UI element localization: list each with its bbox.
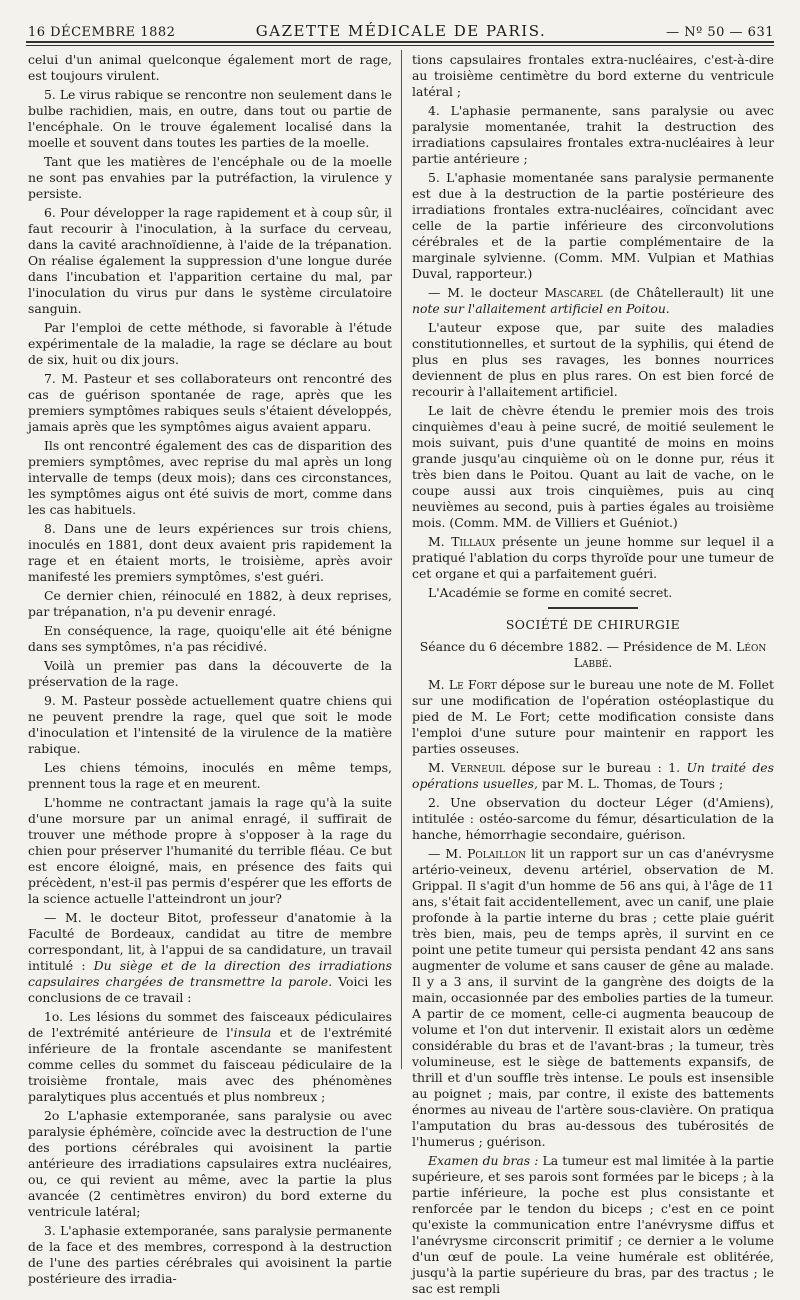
paragraph: 8. Dans une de leurs expériences sur trois chiens, inoculés en 1881, dont deux avaient pris rapidement la rage et en étaient morts, le troisième, après avoir manifesté les premiers symptômes, s'est guéri.: [28, 521, 392, 584]
work-title: note sur l'allaitement artificiel en Poitou.: [412, 301, 670, 316]
paragraph: 5. Le virus rabique se rencontre non seulement dans le bulbe rachidien, mais, en outre, dans tout ou partie de l'encéphale. On le trouve également localisé dans la moelle et souvent dans toutes les parties de la moelle.: [28, 87, 392, 150]
text-run: et de l'extrémité inférieure de la frontale ascendante se manifestent comme celles du sommet du faisceau pédiculaire de la troisième frontale, mais avec des phénomènes paralytiques plus accentués et plus nombreux ;: [28, 1025, 392, 1104]
text-run: Séance du 6 décembre 1882. — Présidence de M.: [419, 639, 737, 654]
work-title: Du siège et de la direction des irradiations capsulaires chargées de transmettre la parole.: [28, 958, 392, 989]
text-run: dépose sur le bureau une note de M. Follet sur une modification de l'opération ostéoplastique du pied de M. Le Fort; cette modification consiste dans l'emploi d'une suture pour maintenir en rapport les parties osseuses.: [412, 677, 774, 756]
paragraph: Ils ont rencontré également des cas de disparition des premiers symptômes, avec reprise du mal après un long intervalle de temps (deux mois); dans ces circonstances, les symptômes aigus ont été suivis de mort, comme dans les cas habituels.: [28, 438, 392, 517]
text-run: La tumeur est mal limitée à la partie supérieure, et ses parois sont formées par le biceps ; à la partie inférieure, la poche est plus consistante et renforcée par le tendon du biceps ; c'est en ce point qu'existe la communication entre l'anévrysme diffus et l'anévrysme circonscrit primitif ; ce dernier a le volume d'un œuf de poule. La veine humérale est oblitérée, jusqu'à la partie supérieure du bras, par des tractus ; le sac est rempli: [412, 1153, 774, 1296]
paragraph: celui d'un animal quelconque également mort de rage, est toujours virulent.: [28, 52, 392, 83]
subheading: Examen du bras :: [428, 1153, 539, 1168]
paragraph: 5. L'aphasie momentanée sans paralysie permanente est due à la destruction de la partie postérieure des irradiations frontales extra-nucléaires, coïncidant avec celle de la partie inférieure des circonvolutions cérébrales et de la partie complémentaire de la marginale sylvienne. (Comm. MM. Vulpian et Mathias Duval, rapporteur.): [412, 170, 774, 281]
paragraph: Les chiens témoins, inoculés en même temps, prennent tous la rage et en meurent.: [28, 760, 392, 791]
paragraph: 2. Une observation du docteur Léger (d'Amiens), intitulée : ostéo-sarcome du fémur, désarticulation de la hanche, hémorrhagie secondaire, guérison.: [412, 795, 774, 842]
text-run: — M.: [428, 846, 468, 861]
page-header: [28, 14, 774, 40]
text-run: (de Châtellerault) lit une: [602, 285, 774, 300]
paragraph: Voilà un premier pas dans la découverte de la préservation de la rage.: [28, 658, 392, 689]
work-title: Un traité des opérations usuelles,: [412, 760, 774, 791]
author-name: Verneuil: [451, 760, 505, 775]
left-column: [28, 52, 392, 1290]
paragraph: [412, 846, 774, 1150]
text-run: dépose sur le bureau : 1.: [504, 760, 687, 775]
author-name: Tillaux: [451, 534, 496, 549]
header-rule-thin: [26, 45, 774, 46]
paragraph: 7. M. Pasteur et ses collaborateurs ont rencontré des cas de guérison spontanée de rage, après que les premiers symptômes rabiques seuls s'étaient développés, jamais après que les symptômes aigus avaient apparu.: [28, 371, 392, 434]
text-run: — M. le docteur: [428, 285, 545, 300]
paragraph: Le lait de chèvre étendu le premier mois des trois cinquièmes d'eau à peine sucré, de moitié seulement le mois suivant, puis d'une quantité de moins en moins grande jusqu'au cinquième où on le donne pur, réus it très bien dans le Poitou. Quant au lait de vache, on le coupe aussi aux trois cinquièmes, puis au cinq neuvièmes au second, puis à parties égales au troisième mois. (Comm. MM. de Villiers et Guéniot.): [412, 403, 774, 530]
text-run: M.: [428, 534, 452, 549]
term-insula: insula: [233, 1025, 272, 1040]
president-name: Léon Labbé: [573, 639, 767, 670]
paragraph: Par l'emploi de cette méthode, si favorable à l'étude expérimentale de la maladie, la rage se déclare au bout de six, huit ou dix jours.: [28, 320, 392, 367]
session-line: [412, 639, 774, 671]
text-run: 1o. Les lésions du sommet des faisceaux pédiculaires de l'extrémité antérieure de l': [28, 1009, 392, 1040]
issue-page-number: — Nº 50 — 631: [666, 25, 774, 40]
paragraph: [412, 760, 774, 792]
paragraph: [412, 677, 774, 757]
paragraph: En conséquence, la rage, quoiqu'elle ait été bénigne dans ses symptômes, n'a pas récidivé.: [28, 623, 392, 654]
paragraph-bitot: [28, 910, 392, 1006]
text-run: par M. L. Thomas, de Tours ;: [537, 776, 724, 791]
section-divider: [548, 607, 638, 609]
text-run: — M. le docteur Bitot, professeur d'anatomie à la Faculté de Bordeaux, candidat au titre de membre correspondant, lit, à l'appui de sa candidature, un travail intitulé :: [28, 910, 392, 973]
paragraph: L'Académie se forme en comité secret.: [428, 585, 673, 600]
header-rule: [26, 41, 774, 43]
paragraph: Tant que les matières de l'encéphale ou de la moelle ne sont pas envahies par la putréfaction, la virulence y persiste.: [28, 154, 392, 201]
paragraph: [412, 1153, 774, 1297]
text-run: M.: [428, 677, 449, 692]
author-name: Le Fort: [448, 677, 497, 692]
text-run: lit un rapport sur un cas d'anévrysme artério-veineux, devenu artériel, observation de M. Grippal. Il s'agit d'un homme de 56 ans qui, à l'âge de 11 ans, s'était fait accidentellement, avec un canif, une plaie profonde à la partie interne du bras ; cette plaie guérit très bien, mais, peu de temps après, il survint en ce point une petite tumeur qui persista pendant 42 ans sans augmenter de volume et sans causer de gêne au malade. Il y a 3 ans, il survint de la gangrène des doigts de la main, occasionnée par des embolies parties de la tumeur. A partir de ce moment, celle-ci augmenta beaucoup de volume et l'on dut intervenir. Il existait alors un œdème considérable du bras et de l'avant-bras ; la tumeur, très volumineuse, est le siège de battements expansifs, de thrill et d'un souffle très intense. Le pouls est insensible au poignet ; mais, par contre, il existe des battements énormes au niveau de l'artère sous-clavière. On pratiqua l'amputation du bras au-dessous des tubérosités de l'humerus ; guérison.: [412, 846, 774, 1149]
author-name: Polaillon: [467, 846, 527, 861]
paragraph: L'auteur expose que, par suite des maladies constitutionnelles, et surtout de la syphilis, qui étend de plus en plus ses ravages, les bonnes nourrices deviennent de plus en plus rares. On est bien forcé de recourir à l'allaitement artificiel.: [412, 320, 774, 399]
paragraph: 2o L'aphasie extemporanée, sans paralysie ou avec paralysie éphémère, coïncide avec la destruction de l'une des portions cérébrales qui avoisinent la partie antérieure des irradiations capsulaires extra nucléaires, ou, ce qui revient au même, avec la partie la plus avancée (2 centimètres environ) du bord externe du ventricule latéral;: [28, 1108, 392, 1219]
text-run: M.: [428, 760, 452, 775]
paragraph: 6. Pour développer la rage rapidement et à coup sûr, il faut recourir à l'inoculation, à la surface du cerveau, dans la cavité arachnoïdienne, à l'aide de la trépanation. On réalise également la suppression d'une longue durée dans l'incubation et l'apparition certaine du mal, par l'inoculation du virus pur dans le système circulatoire sanguin.: [28, 205, 392, 316]
paragraph: [28, 1009, 392, 1105]
right-column: [412, 52, 774, 1300]
paragraph: [412, 534, 774, 582]
author-name: Mascarel: [544, 285, 603, 300]
paragraph: Ce dernier chien, réinoculé en 1882, à deux reprises, par trépanation, n'a pu devenir enragé.: [28, 588, 392, 619]
paragraph: L'homme ne contractant jamais la rage qu'à la suite d'une morsure par un animal enragé, il suffirait de trouver une méthode propre à s'opposer à la rage du chien pour préserver l'humanité du terrible fléau. Ce but est encore éloigné, mais, en présence des faits qui précèdent, n'est-il pas permis d'espérer que les efforts de la science actuelle l'atteindront un jour?: [28, 795, 392, 906]
text-run: Voici les conclusions de ce travail :: [28, 974, 392, 1005]
column-separator: [401, 50, 402, 1069]
paragraph: 3. L'aphasie extemporanée, sans paralysie permanente de la face et des membres, correspond à la destruction de l'une des parties cérébrales qui avoisinent la partie postérieure des irradia-: [28, 1223, 392, 1286]
header-date: 16 DÉCEMBRE 1882: [28, 25, 176, 40]
paragraph: 9. M. Pasteur possède actuellement quatre chiens qui ne peuvent prendre la rage, quel que soit le mode d'inoculation et l'intensité de la virulence de la matière rabique.: [28, 693, 392, 756]
paragraph: tions capsulaires frontales extra-nucléaires, c'est-à-dire au troisième centimètre du bord externe du ventricule latéral ;: [412, 52, 774, 99]
text-run: présente un jeune homme sur lequel il a pratiqué l'ablation du corps thyroïde pour une tumeur de cet organe et qui a parfaitement guéri.: [412, 534, 774, 581]
journal-title: GAZETTE MÉDICALE DE PARIS.: [255, 22, 547, 40]
text-run: .: [608, 655, 613, 670]
paragraph: 4. L'aphasie permanente, sans paralysie ou avec paralysie momentanée, trahit la destruction des irradiations capsulaires frontales extra-nucléaires à leur partie antérieure ;: [412, 103, 774, 166]
section-title: SOCIÉTÉ DE CHIRURGIE: [505, 617, 681, 632]
paragraph-mascarel: [412, 285, 774, 317]
